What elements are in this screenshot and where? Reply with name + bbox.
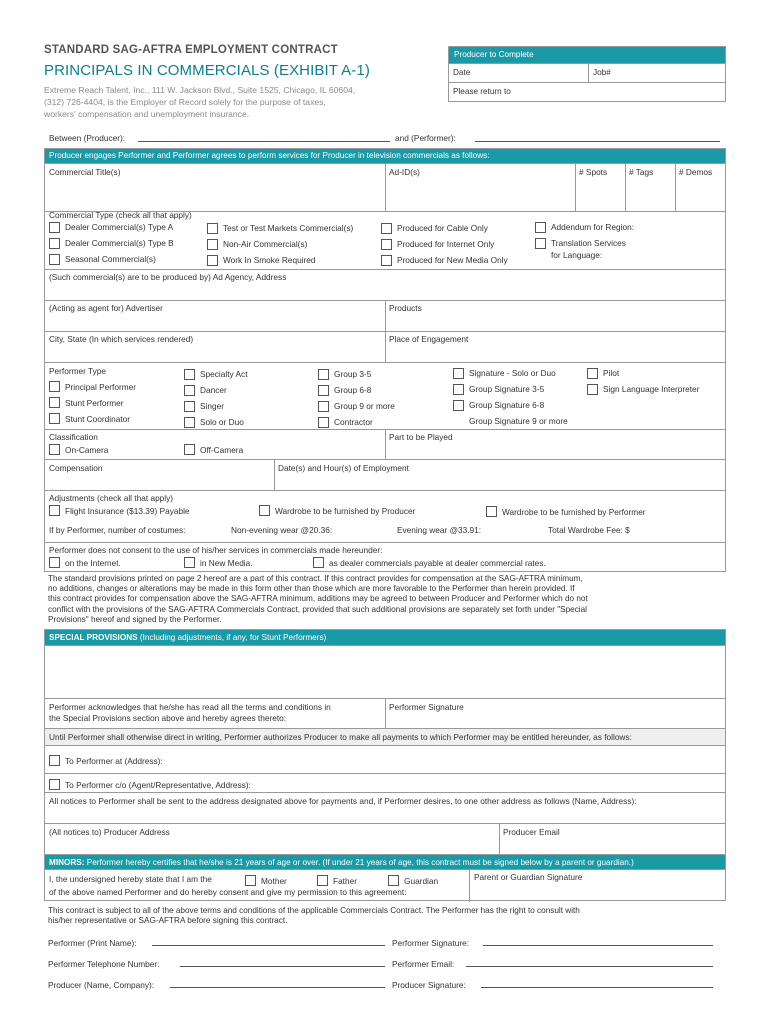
prod-signature-label: Producer Signature: [392, 980, 466, 990]
to-agent-label[interactable]: To Performer c/o (Agent/Representative, Address): [65, 780, 251, 790]
divider [385, 301, 386, 331]
performer-type-row [45, 362, 725, 429]
job-field[interactable] [588, 64, 611, 82]
addendum-checkbox[interactable] [535, 222, 546, 233]
contract-form [44, 148, 726, 572]
employer-line: (312) 726-4404, is the Employer of Record solely for the purpose of taxes, [44, 97, 326, 107]
employer-line: workers' compensation and unemployment insurance. [44, 109, 250, 119]
minors-head [45, 854, 725, 869]
commercial-type-label: Commercial Type (check all that apply) [49, 210, 192, 220]
language-label: for Language: [551, 250, 603, 260]
email-line[interactable] [466, 966, 713, 967]
perf-signature-label: Performer Signature: [392, 938, 470, 948]
principal-checkbox[interactable] [49, 381, 60, 392]
date-row [449, 63, 725, 82]
divider [385, 164, 386, 211]
products-label[interactable]: Products [389, 303, 422, 313]
producer-address-label[interactable]: (All notices to) Producer Address [49, 827, 170, 837]
solo-label: Solo or Duo [200, 417, 244, 427]
form-heading: STANDARD SAG-AFTRA EMPLOYMENT CONTRACT [44, 44, 338, 56]
compensation-row [45, 459, 725, 490]
form-subheading: PRINCIPALS IN COMMERCIALS (EXHIBIT A-1) [44, 62, 370, 79]
newmedia-label: Produced for New Media Only [397, 255, 508, 265]
agency-label: (Such commercial(s) are to be produced by) Ad Agency, Address [49, 272, 287, 282]
email-label: Performer Email: [392, 959, 455, 969]
contractor-checkbox[interactable] [318, 417, 329, 428]
sign-checkbox[interactable] [587, 384, 598, 395]
tags-label[interactable]: # Tags [629, 167, 654, 177]
off-camera-label: Off-Camera [200, 445, 244, 455]
commercial-type-row [45, 211, 725, 269]
wardrobe-performer-checkbox[interactable] [486, 506, 497, 517]
total-fee-label[interactable]: Total Wardrobe Fee: $ [548, 525, 630, 535]
consent-label: Performer does not consent to the use of his/her services in commercials made hereunder: [49, 545, 383, 555]
pilot-label: Pilot [603, 368, 620, 378]
sig-solo-label: Signature - Solo or Duo [469, 368, 556, 378]
text-line: This contract is subject to all of the above terms and conditions of the applicable Commercials Contract. The Performer has the right to consult with [48, 906, 580, 915]
provisions-form [44, 629, 726, 901]
father-checkbox[interactable] [317, 875, 328, 886]
smoke-label: Work In Smoke Required [223, 255, 316, 265]
g68-label: Group 6-8 [334, 385, 372, 395]
seasonal-checkbox[interactable] [49, 254, 60, 265]
evening-label[interactable]: Evening wear @33.91: [397, 525, 482, 535]
demos-label[interactable]: # Demos [679, 167, 713, 177]
ack-line: Performer acknowledges that he/she has read all the terms and conditions in [49, 702, 331, 712]
nonair-label: Non-Air Commercial(s) [223, 239, 308, 249]
text-line: Provisions" hereof and signed by the Performer. [48, 614, 222, 624]
consent-newmedia-checkbox[interactable] [184, 557, 195, 568]
dancer-label: Dancer [200, 385, 227, 395]
payments-head-text: Until Performer shall otherwise direct in writing, Performer authorizes Producer to make all payments to which Performer may be entitled hereunder, as follows: [49, 732, 632, 742]
producer-box-head: Producer to Complete [449, 47, 725, 63]
text-line: The standard provisions printed on page 2 hereof are a part of this contract. If this contract provides for compensation at the SAG-AFTRA minimum, [48, 574, 583, 583]
date-field[interactable]: Date [453, 68, 471, 77]
adjustments-label: Adjustments (check all that apply) [49, 493, 174, 503]
spots-label[interactable]: # Spots [579, 167, 608, 177]
internet-checkbox[interactable] [381, 239, 392, 250]
divider [385, 430, 386, 459]
phone-line[interactable] [180, 966, 385, 967]
standard-provisions-text [48, 574, 728, 625]
g35-checkbox[interactable] [318, 369, 329, 380]
nonair-checkbox[interactable] [207, 239, 218, 250]
divider [499, 824, 500, 854]
divider [385, 332, 386, 362]
agency-row[interactable] [45, 269, 725, 300]
ack-row [45, 698, 725, 728]
mother-checkbox[interactable] [245, 875, 256, 886]
divider [385, 699, 386, 728]
to-performer-label[interactable]: To Performer at (Address): [65, 756, 163, 766]
classification-label: Classification [49, 432, 98, 442]
g35-label: Group 3-5 [334, 369, 372, 379]
dancer-checkbox[interactable] [184, 385, 195, 396]
performer-signature-field[interactable]: Performer Signature [389, 702, 464, 712]
payments-head [45, 728, 725, 745]
ack-text [49, 702, 331, 724]
producer-line[interactable] [138, 141, 390, 142]
sign-label: Sign Language Interpreter [603, 384, 700, 394]
pilot-checkbox[interactable] [587, 368, 598, 379]
seasonal-label: Seasonal Commercial(s) [65, 254, 156, 264]
commercial-title-label[interactable]: Commercial Title(s) [49, 167, 121, 177]
sig35-checkbox[interactable] [453, 384, 464, 395]
wardrobe-producer-label: Wardrobe to be furnished by Producer [275, 506, 416, 516]
to-performer-checkbox[interactable] [49, 755, 60, 766]
stunt-label: Stunt Performer [65, 398, 124, 408]
return-to-field[interactable]: Please return to [449, 82, 725, 101]
specialty-label: Specialty Act [200, 369, 248, 379]
dates-label[interactable]: Date(s) and Hour(s) of Employment [278, 463, 409, 473]
translation-label: Translation Services [551, 238, 626, 248]
internet-label: Produced for Internet Only [397, 239, 495, 249]
text-line: this contract provides for compensation above the SAG-AFTRA minimum, additions may be agreed to between Producer and Performer which do not [48, 594, 588, 604]
advertiser-row [45, 300, 725, 331]
performer-label: and (Performer): [395, 133, 456, 143]
stunt-checkbox[interactable] [49, 397, 60, 408]
consent-internet-checkbox[interactable] [49, 557, 60, 568]
producer-address-row [45, 823, 725, 854]
g68-checkbox[interactable] [318, 385, 329, 396]
cable-checkbox[interactable] [381, 223, 392, 234]
notices-row[interactable] [45, 792, 725, 823]
sig-solo-checkbox[interactable] [453, 368, 464, 379]
smoke-checkbox[interactable] [207, 255, 218, 266]
phone-label: Performer Telephone Number: [48, 959, 160, 969]
place-label[interactable]: Place of Engagement [389, 334, 469, 344]
advertiser-label[interactable]: (Acting as agent for) Advertiser [49, 303, 163, 313]
ack-line: the Special Provisions section above and hereby agrees thereto: [49, 713, 287, 723]
dealer-a-checkbox[interactable] [49, 222, 60, 233]
minors-head-bold: MINORS: [49, 858, 85, 867]
sig68-label: Group Signature 6-8 [469, 400, 545, 410]
engages-head: Producer engages Performer and Performer agrees to perform services for Producer in television commercials as follows: [45, 149, 725, 163]
employer-line: Extreme Reach Talent, Inc., 111 W. Jackson Blvd., Suite 1525, Chicago, IL 60604, [44, 85, 356, 95]
divider [625, 164, 626, 211]
sig68-checkbox[interactable] [453, 400, 464, 411]
wardrobe-producer-checkbox[interactable] [259, 505, 270, 516]
flight-checkbox[interactable] [49, 505, 60, 516]
guardian-checkbox[interactable] [388, 875, 399, 886]
on-camera-label: On-Camera [65, 445, 109, 455]
subject-text [48, 906, 728, 926]
divider [575, 164, 576, 211]
minors-consent-label: of the above named Performer and do hereby consent and give my permission to this agreement: [49, 887, 407, 897]
guardian-label: Guardian [404, 876, 439, 886]
text-line: his/her representative or SAG-AFTRA before signing this contract. [48, 916, 288, 926]
minors-state-label: I, the undersigned hereby state that I am the [49, 874, 212, 884]
dealer-b-checkbox[interactable] [49, 238, 60, 249]
dealer-b-label: Dealer Commercial(s) Type B [65, 238, 174, 248]
employer-statement [44, 84, 424, 120]
guardian-signature-field[interactable]: Parent or Guardian Signature [474, 872, 583, 882]
performer-type-label: Performer Type [49, 366, 107, 376]
specialty-checkbox[interactable] [184, 369, 195, 380]
classification-row [45, 429, 725, 459]
consent-dealer-label: as dealer commercials payable at dealer commercial rates. [329, 558, 546, 568]
test-checkbox[interactable] [207, 223, 218, 234]
perf-signature-line[interactable] [483, 945, 713, 946]
singer-label: Singer [200, 401, 224, 411]
addendum-label: Addendum for Region: [551, 222, 635, 232]
prod-signature-line[interactable] [481, 987, 713, 988]
minors-head-rest: Performer hereby certifies that he/she is 21 years of age or over. (If under 21 years of age, this contract must be signed below by a parent or guardian.) [84, 858, 634, 867]
city-row [45, 331, 725, 362]
producer-name-label: Producer (Name, Company): [48, 980, 155, 990]
solo-checkbox[interactable] [184, 417, 195, 428]
adjustments-row [45, 490, 725, 542]
text-line: conflict with the provisions of the SAG-AFTRA Commercials Contract, provided that such additional provisions are separately set forth under "Special [48, 604, 587, 614]
principal-label: Principal Performer [65, 382, 137, 392]
nonevening-label[interactable]: Non-evening wear @20.36: [231, 525, 333, 535]
wardrobe-performer-label: Wardrobe to be furnished by Performer [502, 507, 646, 517]
test-label: Test or Test Markets Commercial(s) [223, 223, 354, 233]
consent-newmedia-label: in New Media. [200, 558, 253, 568]
print-name-label: Performer (Print Name): [48, 938, 137, 948]
special-head-bold: SPECIAL PROVISIONS [49, 633, 138, 642]
to-agent-row [45, 773, 725, 792]
consent-internet-label: on the Internet. [65, 558, 121, 568]
dealer-a-label: Dealer Commercial(s) Type A [65, 222, 174, 232]
coordinator-checkbox[interactable] [49, 413, 60, 424]
to-agent-checkbox[interactable] [49, 779, 60, 790]
compensation-label[interactable]: Compensation [49, 463, 103, 473]
commercial-row [45, 163, 725, 211]
father-label: Father [333, 876, 357, 886]
job-label: Job# [593, 68, 611, 77]
sig9-label: Group Signature 9 or more [469, 416, 568, 426]
producer-label: Between (Producer): [49, 133, 126, 143]
consent-dealer-checkbox[interactable] [313, 557, 324, 568]
mother-label: Mother [261, 876, 287, 886]
consent-row [45, 542, 725, 573]
cable-label: Produced for Cable Only [397, 223, 488, 233]
divider [274, 460, 275, 490]
coordinator-label: Stunt Coordinator [65, 414, 131, 424]
producer-box [448, 46, 726, 102]
notices-label: All notices to Performer shall be sent to the address designated above for payments and, if Performer desires, to one other address as follows (Name, Address): [49, 796, 637, 806]
costumes-label[interactable]: If by Performer, number of costumes: [49, 525, 186, 535]
on-camera-checkbox[interactable] [49, 444, 60, 455]
text-line: no additions, changes or alterations may be made in this form other than those which are more favorable to the Performer than herein provided. If [48, 584, 575, 594]
flight-label: Flight Insurance ($13.39) Payable [65, 506, 190, 516]
special-provisions-head [45, 630, 725, 645]
to-performer-row [45, 745, 725, 773]
performer-line[interactable] [475, 141, 720, 142]
producer-email-label[interactable]: Producer Email [503, 827, 560, 837]
off-camera-checkbox[interactable] [184, 444, 195, 455]
minors-row [45, 869, 725, 902]
g9-checkbox[interactable] [318, 401, 329, 412]
translation-checkbox[interactable] [535, 238, 546, 249]
sig35-label: Group Signature 3-5 [469, 384, 545, 394]
part-label[interactable]: Part to be Played [389, 432, 453, 442]
divider [675, 164, 676, 211]
adid-label[interactable]: Ad-ID(s) [389, 167, 420, 177]
divider [469, 870, 470, 902]
producer-name-line[interactable] [170, 987, 385, 988]
singer-checkbox[interactable] [184, 401, 195, 412]
print-name-line[interactable] [152, 945, 385, 946]
newmedia-checkbox[interactable] [381, 255, 392, 266]
special-head-rest: (Including adjustments, if any, for Stunt Performers) [137, 633, 327, 642]
city-label[interactable]: City, State (In which services rendered) [49, 334, 194, 344]
contractor-label: Contractor [334, 417, 373, 427]
special-provisions-area[interactable] [45, 645, 725, 698]
g9-label: Group 9 or more [334, 401, 395, 411]
